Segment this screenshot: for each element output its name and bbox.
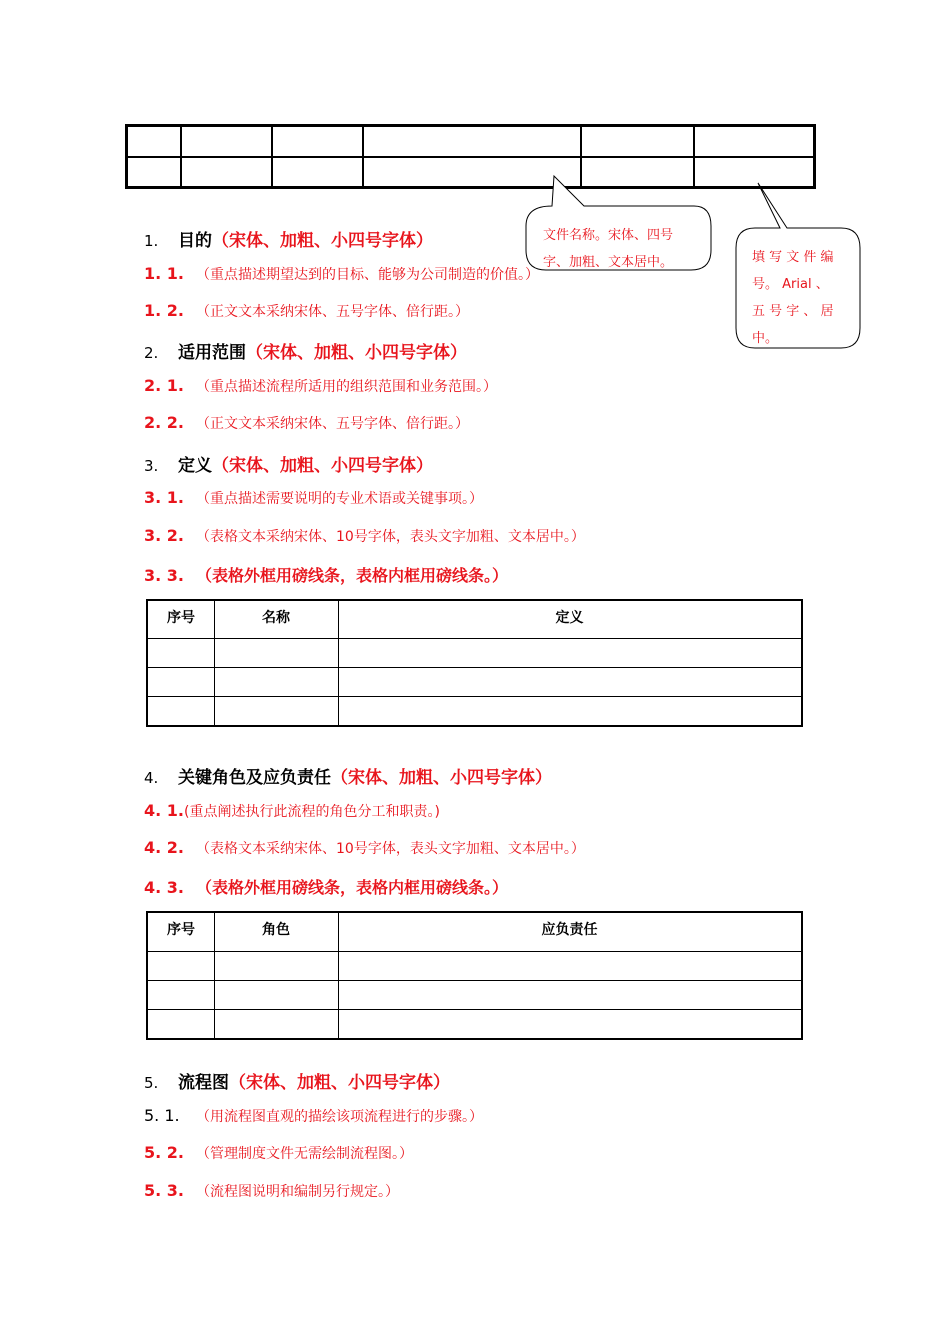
item-text: （正文文本采纳宋体、五号字体、倍行距。） (196, 416, 469, 432)
section-item (144, 801, 440, 821)
section-item (144, 1143, 413, 1163)
callout-line: 填 写 文 件 编 (752, 250, 834, 265)
item-number: 5. 2. (144, 1143, 184, 1162)
section-title: 适用范围 (178, 343, 246, 363)
item-text: （正文文本采纳宋体、五号字体、倍行距。） (196, 304, 469, 320)
table-header-cell: 序号 (167, 610, 195, 626)
item-number: 2. 2. (144, 413, 184, 432)
item-text: （管理制度文件无需绘制流程图。） (196, 1146, 413, 1162)
section-heading (144, 226, 433, 251)
item-text: （用流程图直观的描绘该项流程进行的步骤。） (196, 1109, 483, 1125)
section-number: 2. (144, 344, 159, 362)
section-number: 1. (144, 232, 159, 250)
section-item (144, 563, 508, 586)
section-title: 流程图 (178, 1073, 229, 1093)
item-text: （表格文本采纳宋体、10号字体，表头文字加粗、文本居中。） (196, 529, 585, 545)
section-note: （宋体、加粗、小四号字体） (212, 231, 433, 251)
item-number: 3. 1. (144, 488, 184, 507)
section-item (144, 526, 585, 546)
item-text: （表格外框用磅线条，表格内框用磅线条。） (196, 566, 509, 585)
item-number: 1. 1. (144, 264, 184, 283)
header-table-col-divider (180, 127, 182, 186)
section-number: 3. (144, 457, 159, 475)
section-number: 5. (144, 1074, 159, 1092)
section-item (144, 376, 497, 396)
item-number: 3. 2. (144, 526, 184, 545)
item-number: 5. 1. (144, 1106, 180, 1125)
item-text: (重点阐述执行此流程的角色分工和职责。) (184, 804, 440, 820)
section-title: 目的 (178, 231, 212, 251)
table-row (148, 638, 801, 639)
section-number: 4. (144, 769, 159, 787)
section-title: 关键角色及应负责任 (178, 768, 331, 788)
header-table-col-divider (362, 127, 364, 186)
section-item (144, 301, 469, 321)
definitions-table (146, 599, 803, 727)
table-row (148, 980, 801, 981)
section-note: （宋体、加粗、小四号字体） (331, 768, 552, 788)
section-note: （宋体、加粗、小四号字体） (246, 343, 467, 363)
section-heading (144, 451, 433, 476)
section-heading (144, 763, 552, 788)
item-text: （重点描述流程所适用的组织范围和业务范围。） (196, 379, 497, 395)
table-header-cell: 角色 (262, 922, 290, 938)
section-item (144, 264, 539, 284)
table-row (148, 667, 801, 668)
item-text: （流程图说明和编制另行规定。） (196, 1184, 399, 1200)
item-number: 2. 1. (144, 376, 184, 395)
item-text: （重点描述需要说明的专业术语或关键事项。） (196, 491, 483, 507)
item-text: （表格外框用磅线条，表格内框用磅线条。） (196, 878, 509, 897)
item-text: （表格文本采纳宋体、10号字体，表头文字加粗、文本居中。） (196, 841, 585, 857)
roles-table (146, 911, 803, 1040)
section-heading (144, 338, 467, 363)
section-note: （宋体、加粗、小四号字体） (212, 456, 433, 476)
file-name-callout (524, 176, 714, 271)
section-item (144, 488, 483, 508)
item-text: （重点描述期望达到的目标、能够为公司制造的价值。） (196, 267, 539, 283)
callout-line: 号。 Arial 、 (752, 277, 829, 292)
callout-line: 字、加粗、文本居中。 (543, 255, 674, 270)
section-item (144, 875, 508, 898)
table-header-cell: 名称 (262, 610, 290, 626)
section-item (144, 838, 585, 858)
section-heading (144, 1068, 450, 1093)
header-table-col-divider (271, 127, 273, 186)
item-number: 1. 2. (144, 301, 184, 320)
section-note: （宋体、加粗、小四号字体） (229, 1073, 450, 1093)
section-item (144, 413, 469, 433)
callout-line: 中。 (752, 331, 779, 346)
section-item (144, 1181, 399, 1201)
callout-line: 文件名称。宋体、四号 (543, 228, 674, 243)
item-number: 4. 1. (144, 801, 184, 820)
section-item (144, 1106, 483, 1126)
table-header-cell: 应负责任 (541, 922, 598, 938)
item-number: 4. 2. (144, 838, 184, 857)
table-row (148, 696, 801, 697)
table-row (148, 951, 801, 952)
item-number: 3. 3. (144, 566, 184, 585)
item-number: 5. 3. (144, 1181, 184, 1200)
table-header-cell: 定义 (555, 610, 584, 626)
file-number-callout (735, 183, 865, 353)
header-table-row-divider (128, 156, 813, 158)
callout-line: 五 号 字 、 居 (752, 304, 834, 319)
table-header-cell: 序号 (167, 922, 195, 938)
section-title: 定义 (178, 456, 212, 476)
item-number: 4. 3. (144, 878, 184, 897)
table-row (148, 1009, 801, 1010)
